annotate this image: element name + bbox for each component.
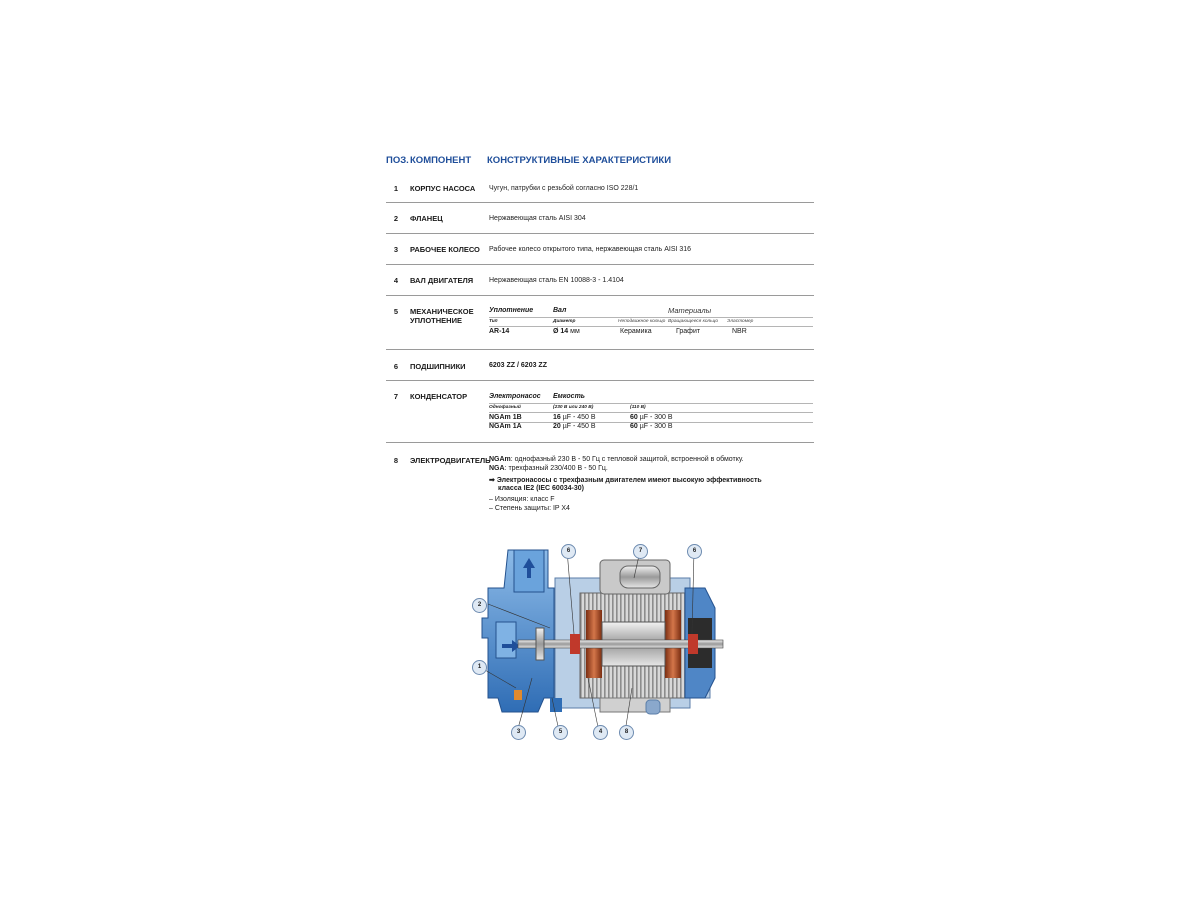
seal-sub-type: Тип	[489, 319, 498, 324]
callout-2: 2	[472, 598, 487, 613]
callout-1: 1	[472, 660, 487, 675]
component-name: КОНДЕНСАТОР	[410, 392, 468, 401]
motor-insulation: – Изоляция: класс F	[489, 496, 555, 503]
component-name-line1: МЕХАНИЧЕСКОЕ	[410, 307, 474, 316]
component-name: ФЛАНЕЦ	[410, 214, 443, 223]
component-name: РАБОЧЕЕ КОЛЕСО	[410, 245, 480, 254]
seal-values-divider	[489, 326, 813, 327]
capacitor-col-capacity: Емкость	[553, 393, 585, 400]
capacitor-110-value: 60 µF - 300 В	[630, 414, 673, 421]
row-divider	[386, 380, 814, 381]
row-divider	[386, 349, 814, 350]
component-description: 6203 ZZ / 6203 ZZ	[489, 362, 547, 369]
row-number: 4	[393, 276, 399, 285]
row-number: 7	[393, 392, 399, 401]
capacitor-model: NGAm 1B	[489, 414, 522, 421]
capacitor-230-value: 20 µF - 450 В	[553, 423, 596, 430]
component-name-line2: УПЛОТНЕНИЕ	[410, 316, 462, 325]
seal-rotating-ring-value: Графит	[676, 328, 701, 335]
seal-fixed-ring-value: Керамика	[620, 328, 652, 335]
capacitor-sub-single-phase: Однофазный	[489, 405, 521, 410]
capacitor-230-value: 16 µF - 450 В	[553, 414, 596, 421]
seal-col-materials: Материалы	[668, 306, 712, 315]
component-description: Рабочее колесо открытого типа, нержавеющая сталь AISI 316	[489, 246, 692, 253]
row-divider	[386, 233, 814, 234]
seal-elastomer-value: NBR	[732, 328, 747, 335]
callout-6-front: 6	[561, 544, 576, 559]
row-divider	[386, 295, 814, 296]
capacitor-sub-230: (230 В или 240 В)	[553, 405, 594, 410]
seal-type-value: AR-14	[489, 328, 510, 335]
motor-nga-line: NGA: трехфазный 230/400 В - 50 Гц.	[489, 465, 608, 472]
capacitor-110-value: 60 µF - 300 В	[630, 423, 673, 430]
header-component: КОМПОНЕНТ	[410, 155, 472, 166]
seal-sub-fixed-ring: Неподвижное кольцо	[618, 319, 666, 324]
callout-8: 8	[619, 725, 634, 740]
motor-ie2-line2: класса IE2 (IEC 60034-30)	[498, 485, 584, 492]
row-number: 5	[393, 307, 399, 316]
seal-sub-diameter: Диаметр	[553, 319, 576, 324]
row-divider	[386, 264, 814, 265]
seal-sub-rotating-ring: Вращающееся кольцо	[668, 319, 719, 324]
row-number: 3	[393, 245, 399, 254]
seal-diameter-unit: мм	[570, 328, 580, 335]
component-name: ЭЛЕКТРОДВИГАТЕЛЬ	[410, 456, 491, 465]
seal-col-shaft: Вал	[553, 307, 567, 314]
header-pos: ПОЗ.	[386, 155, 409, 166]
row-divider	[386, 202, 814, 203]
row-number: 2	[393, 214, 399, 223]
callout-7: 7	[633, 544, 648, 559]
capacitor-subheader-divider	[489, 403, 813, 404]
row-number: 6	[393, 362, 399, 371]
component-description: Нержавеющая сталь EN 10088-3 - 1.4104	[489, 277, 624, 284]
motor-protection: – Степень защиты: IP X4	[489, 505, 570, 512]
callout-4: 4	[593, 725, 608, 740]
component-name: ПОДШИПНИКИ	[410, 362, 466, 371]
callout-6-rear: 6	[687, 544, 702, 559]
component-name: КОРПУС НАСОСА	[410, 184, 476, 193]
capacitor-sub-110: (110 В)	[630, 405, 646, 410]
component-description: Нержавеющая сталь AISI 304	[489, 215, 586, 222]
row-number: 8	[393, 456, 399, 465]
seal-sub-elastomer: Эластомер	[727, 319, 754, 324]
motor-ie2-line1: ➡ Электронасосы с трехфазным двигателем имеют высокую эффективность	[489, 477, 762, 484]
capacitor-model: NGAm 1A	[489, 423, 522, 430]
arrow-right-icon: ➡	[489, 477, 495, 484]
seal-col-seal: Уплотнение	[489, 307, 534, 314]
component-description: Чугун, патрубки с резьбой согласно ISO 228/1	[489, 185, 639, 192]
callout-5: 5	[553, 725, 568, 740]
header-characteristics: КОНСТРУКТИВНЫЕ ХАРАКТЕРИСТИКИ	[487, 155, 672, 166]
row-number: 1	[393, 184, 399, 193]
pump-cross-section-illustration	[460, 538, 760, 748]
callout-3: 3	[511, 725, 526, 740]
component-name: ВАЛ ДВИГАТЕЛЯ	[410, 276, 474, 285]
seal-subheader-divider	[489, 317, 813, 318]
capacitor-col-pump: Электронасос	[489, 393, 541, 400]
row-divider	[386, 442, 814, 443]
motor-ngam-line: NGAm: однофазный 230 В - 50 Гц с тепловой защитой, встроенной в обмотку.	[489, 456, 744, 463]
capacitor-values-divider	[489, 412, 813, 413]
seal-diameter-value: Ø 14 мм	[553, 328, 580, 335]
